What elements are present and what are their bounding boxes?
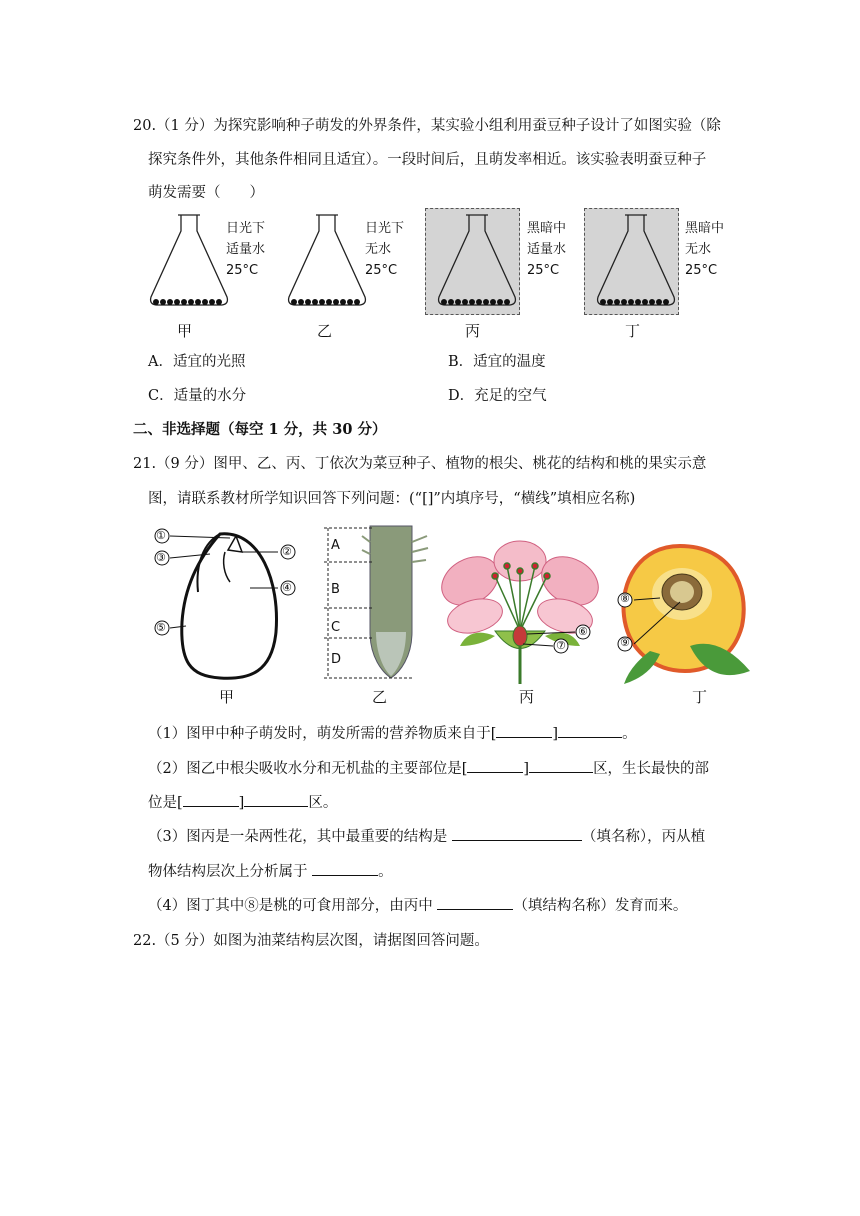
seed-label-4: ④	[282, 581, 292, 594]
q21-sub2-line1: （2）图乙中根尖吸收水分和无机盐的主要部位是[ ] 区，生长最快的部	[148, 757, 709, 778]
answer-blank[interactable]	[496, 723, 552, 738]
flask-ding-label: 黑暗中 无水 25°C	[685, 221, 725, 278]
option-a[interactable]: A．适宜的光照	[148, 354, 246, 370]
flask-ding	[598, 215, 675, 305]
root-label-b: B	[331, 582, 340, 597]
flask-caption-yi: 乙	[317, 322, 333, 340]
q21-stem-line2: 图，请联系教材所学知识回答下列问题：(“[]”内填序号，“横线”填相应名称)	[148, 491, 636, 507]
option-d[interactable]: D．充足的空气	[448, 388, 547, 404]
fig-caption-yi: 乙	[372, 688, 388, 706]
section-title: 二、非选择题（每空 1 分，共 30 分）	[133, 421, 387, 438]
flask-bing-label: 黑暗中 适量水 25°C	[527, 221, 567, 278]
q20-stem-line1: 20.（1 分）为探究影响种子萌发的外界条件，某实验小组利用蚕豆种子设计了如图实验（除	[133, 118, 721, 134]
seed-label-2: ②	[282, 545, 292, 558]
answer-blank[interactable]	[452, 826, 582, 841]
q21-stem-line1: 21.（9 分）图甲、乙、丙、丁依次为菜豆种子、植物的根尖、桃花的结构和桃的果实示意	[133, 456, 707, 472]
q22-stem: 22.（5 分）如图为油菜结构层次图，请据图回答问题。	[133, 933, 489, 949]
answer-blank[interactable]	[467, 758, 523, 773]
flask-jia	[151, 215, 228, 305]
flower-label-7: ⑦	[556, 639, 566, 652]
peach-fruit-figure	[610, 536, 760, 686]
seed-label-3: ③	[156, 551, 166, 564]
q20-stem-line2: 探究条件外，其他条件相同且适宜）。一段时间后，且萌发率相近。该实验表明蚕豆种子	[148, 152, 707, 168]
root-label-c: C	[331, 620, 341, 635]
flask-yi-label: 日光下 无水 25°C	[365, 221, 405, 278]
flower-label-6: ⑥	[578, 625, 588, 638]
seed-label-5: ⑤	[156, 621, 166, 634]
flask-caption-ding: 丁	[625, 322, 641, 340]
answer-blank[interactable]	[529, 758, 593, 773]
root-label-a: A	[331, 538, 340, 553]
q21-sub3-line2: 物体结构层次上分析属于 。	[148, 860, 393, 881]
flask-caption-jia: 甲	[177, 322, 193, 340]
answer-blank[interactable]	[312, 861, 378, 876]
q21-sub3-line1: （3）图丙是一朵两性花，其中最重要的结构是 （填名称），丙从植	[148, 825, 705, 846]
answer-blank[interactable]	[183, 792, 239, 807]
seeds	[153, 299, 669, 305]
flask-jia-label: 日光下 适量水 25°C	[226, 221, 266, 278]
flask-bing	[439, 215, 516, 305]
q21-sub1: （1）图甲中种子萌发时，萌发所需的营养物质来自于[ ] 。	[148, 722, 637, 743]
fig-caption-bing: 丙	[519, 688, 535, 706]
q20-stem-line3: 萌发需要（ ）	[148, 185, 264, 201]
flask-yi	[289, 215, 366, 305]
answer-blank[interactable]	[558, 723, 622, 738]
flask-caption-bing: 丙	[465, 322, 481, 340]
seed-label-1: ①	[156, 529, 166, 542]
fruit-label-9: ⑨	[620, 636, 630, 649]
fig-caption-jia: 甲	[219, 688, 235, 706]
option-b[interactable]: B．适宜的温度	[448, 354, 546, 370]
option-c[interactable]: C．适量的水分	[148, 388, 247, 404]
answer-blank[interactable]	[437, 895, 513, 910]
fig-caption-ding: 丁	[692, 688, 708, 706]
answer-blank[interactable]	[244, 792, 308, 807]
peach-flower-figure	[435, 536, 605, 686]
root-label-d: D	[331, 652, 342, 667]
fruit-label-8: ⑧	[620, 592, 630, 605]
q21-sub2-line2: 位是[ ] 区。	[148, 791, 337, 812]
q21-sub4: （4）图丁其中⑧是桃的可食用部分，由丙中 （填结构名称）发育而来。	[148, 894, 687, 915]
